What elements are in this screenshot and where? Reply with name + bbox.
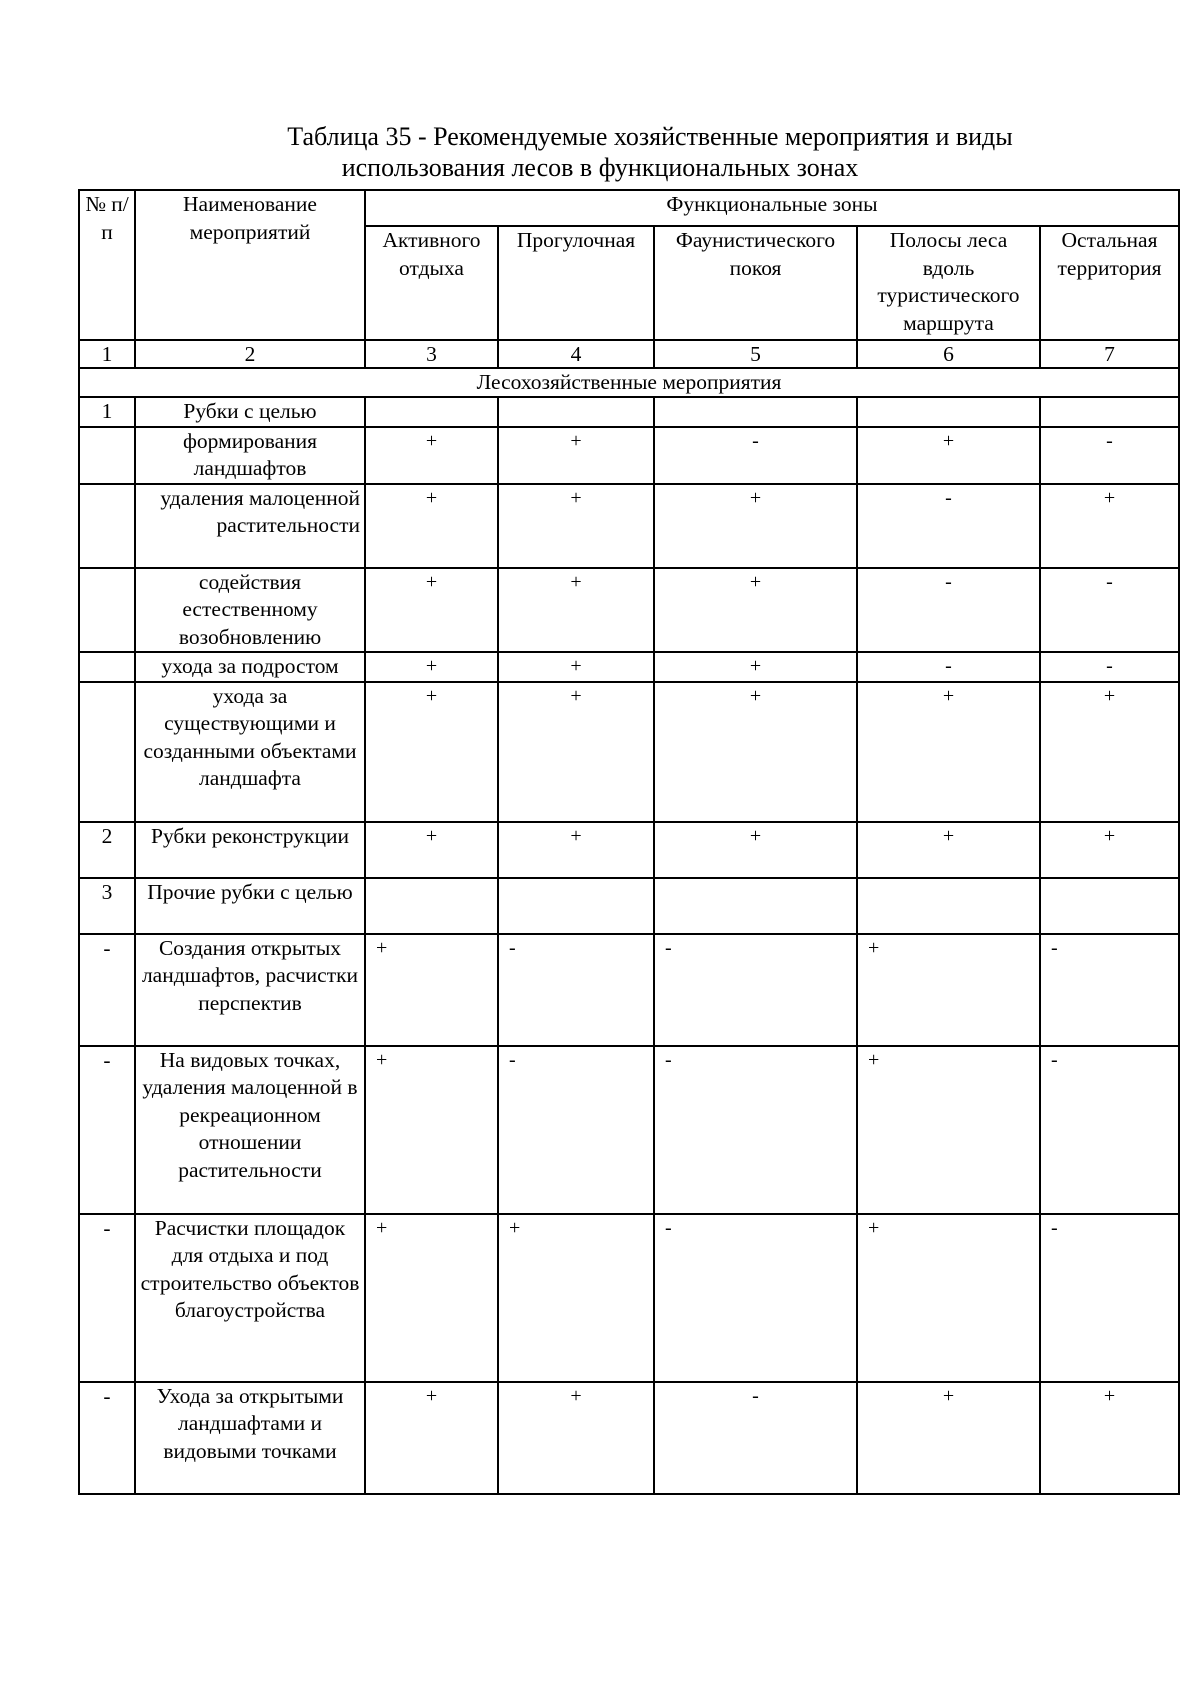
zone-mark: + (498, 484, 654, 568)
zone-mark: - (654, 934, 857, 1046)
zone-mark (365, 397, 498, 427)
zone-mark: + (857, 1214, 1040, 1382)
column-number: 5 (654, 340, 857, 368)
row-measure-name: Рубки с целью (135, 397, 365, 427)
row-measure-name: ухода за существующими и созданными объектами ландшафта (135, 682, 365, 822)
zone-mark: + (654, 652, 857, 682)
zone-mark: - (1040, 1214, 1179, 1382)
table-row (79, 822, 1179, 878)
zone-mark: + (498, 568, 654, 653)
header-zone-fauna-rest: Фаунистического покоя (654, 226, 857, 340)
zone-mark: + (365, 484, 498, 568)
zone-mark: + (654, 682, 857, 822)
zone-mark: - (654, 427, 857, 484)
table-row (79, 427, 1179, 484)
section-heading: Лесохозяйственные мероприятия (79, 368, 1179, 397)
table-row (79, 1046, 1179, 1214)
header-zone-walking: Прогулочная (498, 226, 654, 340)
header-zone-tourist-route: Полосы леса вдоль туристического маршрута (857, 226, 1040, 340)
zone-mark: + (654, 822, 857, 878)
zone-mark: - (654, 1382, 857, 1494)
row-measure-name: Создания открытых ландшафтов, расчистки перспектив (135, 934, 365, 1046)
row-measure-name: содействия естественному возобновлению (135, 568, 365, 653)
zone-mark: + (857, 682, 1040, 822)
row-number: - (79, 934, 135, 1046)
row-number: 2 (79, 822, 135, 878)
zone-mark: + (1040, 822, 1179, 878)
table-row (79, 878, 1179, 934)
zone-mark: + (365, 682, 498, 822)
header-zone-active-rest: Активного отдыха (365, 226, 498, 340)
column-number: 7 (1040, 340, 1179, 368)
zone-mark: + (365, 1382, 498, 1494)
zone-mark: + (498, 822, 654, 878)
zone-mark: + (365, 934, 498, 1046)
zone-mark: + (857, 1382, 1040, 1494)
column-number-row (79, 340, 1179, 368)
caption-line-1: Таблица 35 - Рекомендуемые хозяйственные мероприятия и виды (287, 122, 1013, 151)
zone-mark: + (1040, 682, 1179, 822)
row-number: - (79, 1214, 135, 1382)
table-row (79, 1214, 1179, 1382)
zone-mark: + (365, 822, 498, 878)
zone-mark: + (1040, 1382, 1179, 1494)
zone-mark: - (1040, 652, 1179, 682)
table-row (79, 652, 1179, 682)
zone-mark (654, 878, 857, 934)
zone-mark: + (498, 1214, 654, 1382)
zone-mark: - (857, 484, 1040, 568)
measures-table (78, 189, 1180, 1495)
table-row (79, 484, 1179, 568)
row-number (79, 652, 135, 682)
zone-mark: + (857, 934, 1040, 1046)
row-number: - (79, 1382, 135, 1494)
zone-mark (857, 397, 1040, 427)
zone-mark: + (857, 822, 1040, 878)
zone-mark: - (1040, 934, 1179, 1046)
zone-mark: + (365, 568, 498, 653)
column-number: 6 (857, 340, 1040, 368)
zone-mark: + (654, 568, 857, 653)
zone-mark: + (498, 1382, 654, 1494)
row-measure-name: Ухода за открытыми ландшафтами и видовыми точками (135, 1382, 365, 1494)
zone-mark: + (365, 427, 498, 484)
zone-mark: + (365, 652, 498, 682)
zone-mark (365, 878, 498, 934)
zone-mark: - (498, 1046, 654, 1214)
zone-mark (498, 397, 654, 427)
zone-mark (498, 878, 654, 934)
caption-line-2: использования лесов в функциональных зонах (341, 153, 859, 182)
zone-mark: - (1040, 568, 1179, 653)
zone-mark: + (365, 1046, 498, 1214)
header-zones: Функциональные зоны (365, 190, 1179, 226)
zone-mark: - (654, 1046, 857, 1214)
table-row (79, 934, 1179, 1046)
header-num: № п/п (79, 190, 135, 340)
row-measure-name: Расчистки площадок для отдыха и под строительство объектов благоустройства (135, 1214, 365, 1382)
zone-mark: + (498, 427, 654, 484)
table-caption (200, 121, 1100, 183)
row-number (79, 568, 135, 653)
zone-mark: + (857, 1046, 1040, 1214)
row-measure-name: ухода за подростом (135, 652, 365, 682)
column-number: 2 (135, 340, 365, 368)
row-measure-name: Прочие рубки с целью (135, 878, 365, 934)
table-row (79, 568, 1179, 653)
zone-mark (857, 878, 1040, 934)
row-number: 1 (79, 397, 135, 427)
zone-mark: + (654, 484, 857, 568)
row-measure-name: удаления малоценной растительности (135, 484, 365, 568)
zone-mark: + (365, 1214, 498, 1382)
row-number (79, 427, 135, 484)
row-number: - (79, 1046, 135, 1214)
header-zone-other: Остальная территория (1040, 226, 1179, 340)
row-number (79, 682, 135, 822)
table-row (79, 1382, 1179, 1494)
row-measure-name: формирования ландшафтов (135, 427, 365, 484)
zone-mark (1040, 397, 1179, 427)
zone-mark: + (857, 427, 1040, 484)
zone-mark (654, 397, 857, 427)
zone-mark: + (498, 652, 654, 682)
zone-mark: - (1040, 1046, 1179, 1214)
zone-mark: - (654, 1214, 857, 1382)
zone-mark: + (498, 682, 654, 822)
zone-mark: - (857, 652, 1040, 682)
zone-mark: - (1040, 427, 1179, 484)
zone-mark: - (498, 934, 654, 1046)
column-number: 4 (498, 340, 654, 368)
row-measure-name: Рубки реконструкции (135, 822, 365, 878)
column-number: 3 (365, 340, 498, 368)
zone-mark: - (857, 568, 1040, 653)
header-name: Наименование мероприятий (135, 190, 365, 340)
row-number (79, 484, 135, 568)
row-measure-name: На видовых точках, удаления малоценной в рекреационном отношении растительности (135, 1046, 365, 1214)
column-number: 1 (79, 340, 135, 368)
table-row (79, 682, 1179, 822)
table-row (79, 397, 1179, 427)
row-number: 3 (79, 878, 135, 934)
zone-mark: + (1040, 484, 1179, 568)
zone-mark (1040, 878, 1179, 934)
